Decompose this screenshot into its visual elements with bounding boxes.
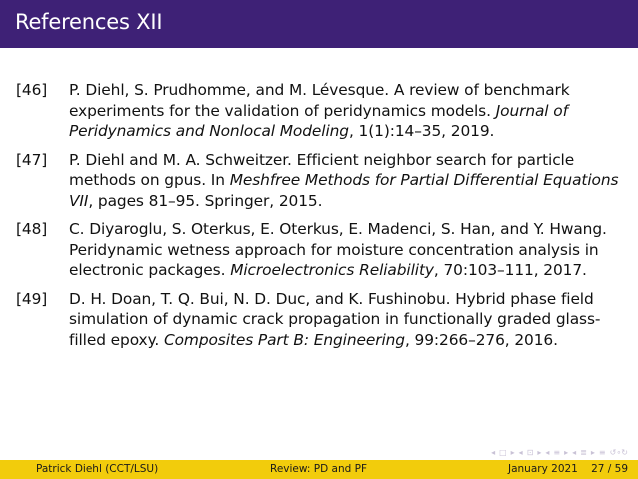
document-prev-icon[interactable]: ◂ bbox=[572, 447, 577, 457]
reference-item bbox=[16, 219, 624, 281]
reference-details: , 70:103–111, 2017. bbox=[433, 261, 587, 279]
reference-list bbox=[16, 80, 624, 358]
title-bar bbox=[0, 0, 638, 48]
footer-author: Patrick Diehl (CCT/LSU) bbox=[36, 463, 159, 475]
subsection-prev-icon[interactable]: ◂ bbox=[518, 447, 523, 457]
section-icon[interactable]: ≡ bbox=[553, 447, 561, 457]
reference-authors-title: P. Diehl and M. A. Schweitzer. Efficient neighbor search for particle methods on gpus. In bbox=[69, 150, 575, 189]
reference-venue: Microelectronics Reliability bbox=[230, 261, 434, 279]
document-icon[interactable]: ≣ bbox=[580, 447, 587, 457]
reference-item bbox=[16, 80, 624, 142]
frame-prev-icon[interactable]: ◂ bbox=[491, 447, 496, 457]
reference-venue: Journal of Peridynamics and Nonlocal Modeling bbox=[69, 101, 568, 140]
reference-label: [48] bbox=[16, 220, 48, 238]
reference-details: , 99:266–276, 2016. bbox=[404, 330, 558, 349]
slide-title: References XII bbox=[15, 10, 163, 34]
footer-talk-title: Review: PD and PF bbox=[270, 463, 367, 475]
frame-next-icon[interactable]: ▸ bbox=[510, 447, 515, 457]
footer-bar bbox=[0, 460, 638, 479]
subsection-icon[interactable]: ⊡ bbox=[526, 447, 534, 457]
reference-label: [47] bbox=[16, 150, 48, 169]
document-next-icon[interactable]: ▸ bbox=[590, 447, 595, 457]
reference-details: , 1(1):14–35, 2019. bbox=[348, 122, 495, 140]
reference-label: [46] bbox=[16, 81, 48, 99]
align-icon[interactable]: ≡ bbox=[598, 447, 606, 457]
search-back-forward-icon[interactable]: ↺∘↻ bbox=[609, 447, 628, 457]
reference-label: [49] bbox=[16, 289, 48, 308]
footer-date: January 2021 bbox=[508, 463, 578, 475]
reference-authors-title: D. H. Doan, T. Q. Bui, N. D. Duc, and K. Fushinobu. Hybrid phase field simulation of dynamic crack propagation in functionally graded glass-filled epoxy. bbox=[69, 289, 601, 349]
reference-details: , pages 81–95. Springer, 2015. bbox=[88, 191, 323, 210]
section-prev-icon[interactable]: ◂ bbox=[545, 447, 550, 457]
reference-venue: Composites Part B: Engineering bbox=[163, 330, 405, 349]
section-next-icon[interactable]: ▸ bbox=[564, 447, 569, 457]
frame-icon[interactable]: □ bbox=[499, 447, 507, 457]
reference-authors-title: C. Diyaroglu, S. Oterkus, E. Oterkus, E. Madenci, S. Han, and Y. Hwang. Peridynamic wetness approach for moisture concentration analysis in electronic packages. bbox=[69, 220, 607, 279]
reference-venue: Meshfree Methods for Partial Differential Equations VII bbox=[69, 171, 619, 210]
reference-item bbox=[16, 150, 624, 212]
subsection-next-icon[interactable]: ▸ bbox=[537, 447, 542, 457]
reference-authors-title: P. Diehl, S. Prudhomme, and M. Lévesque. A review of benchmark experiments for the validation of peridynamics models. bbox=[69, 81, 570, 120]
footer-page-number: 27 / 59 bbox=[591, 463, 628, 475]
reference-item bbox=[16, 289, 624, 351]
beamer-navigation bbox=[491, 446, 628, 458]
